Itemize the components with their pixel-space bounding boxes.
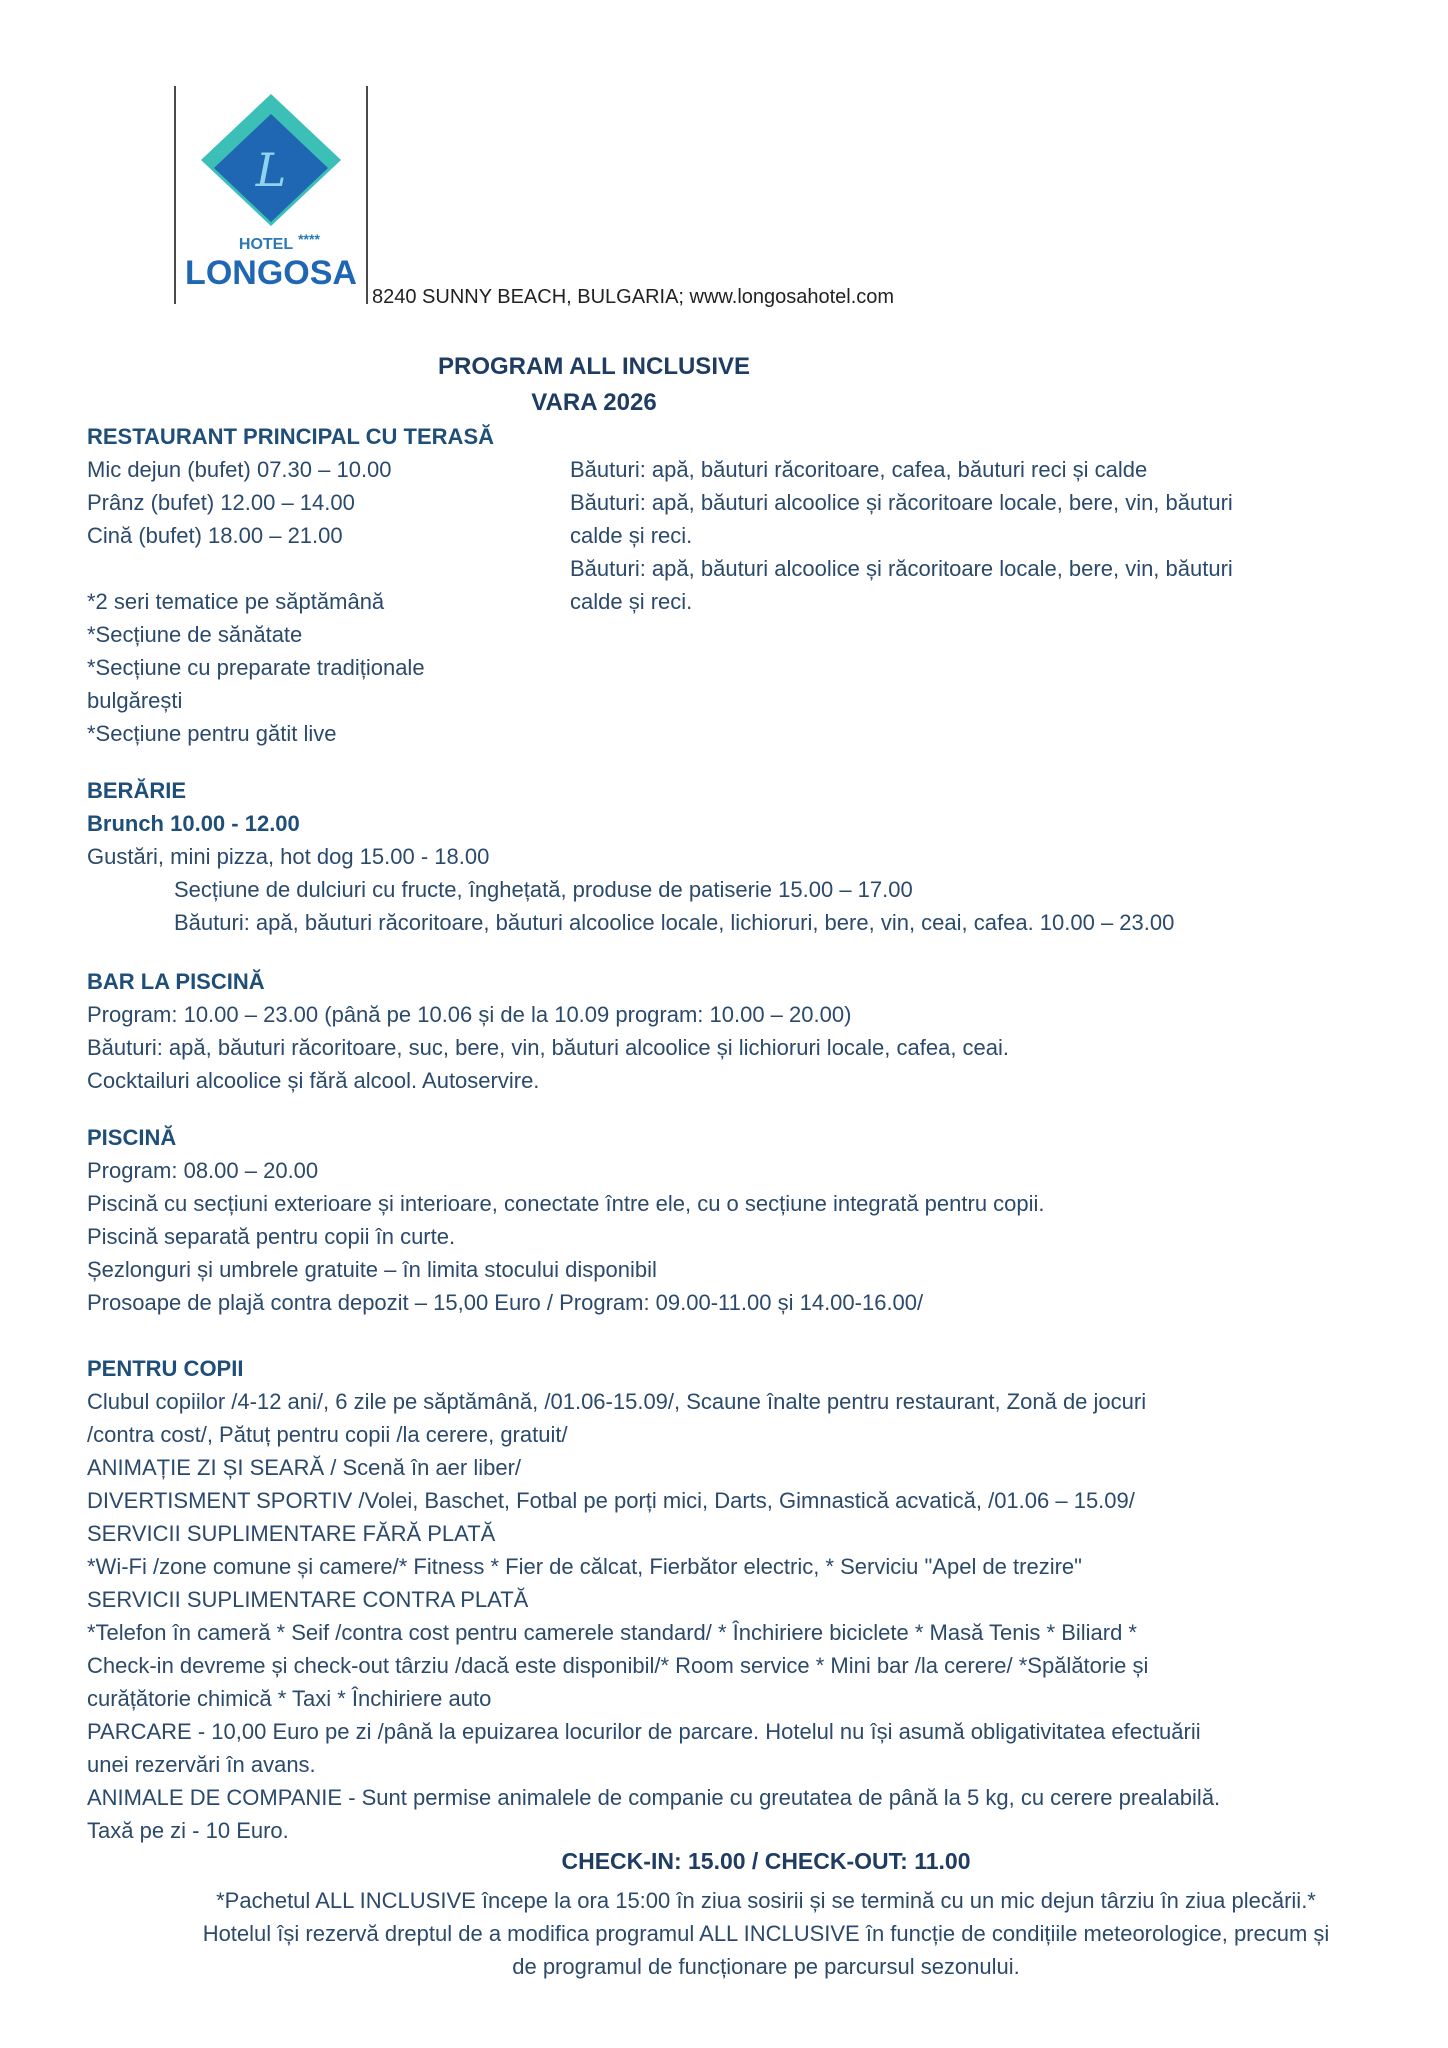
copii-line: PARCARE - 10,00 Euro pe zi /până la epuizarea locurilor de parcare. Hotelul nu își asumă obligativitatea efectuării: [87, 1719, 1201, 1744]
logo-stars: ****: [298, 231, 320, 247]
restaurant-right-line: calde și reci.: [570, 589, 693, 614]
restaurant-right-line: calde și reci.: [570, 523, 693, 548]
piscina-line: Șezlonguri și umbrele gratuite – în limita stocului disponibil: [87, 1257, 657, 1282]
restaurant-right-line: Băuturi: apă, băuturi alcoolice și răcoritoare locale, bere, vin, băuturi: [570, 490, 1233, 515]
copii-line: Clubul copiilor /4-12 ani/, 6 zile pe săptămână, /01.06-15.09/, Scaune înalte pentru restaurant, Zonă de jocuri: [87, 1389, 1147, 1414]
bar-line: Băuturi: apă, băuturi răcoritoare, suc, bere, vin, băuturi alcoolice și lichioruri locale, cafea, ceai.: [87, 1035, 1010, 1060]
bar-line: Cocktailuri alcoolice și fără alcool. Autoservire.: [87, 1068, 540, 1093]
copii-line: unei rezervări în avans.: [87, 1752, 316, 1777]
checkin-checkout: CHECK-IN: 15.00 / CHECK-OUT: 11.00: [561, 1848, 971, 1874]
section-heading-piscina: PISCINĂ: [87, 1125, 177, 1150]
copii-line: SERVICII SUPLIMENTARE CONTRA PLATĂ: [87, 1587, 529, 1612]
restaurant-left-line: *Secțiune pentru gătit live: [87, 721, 337, 746]
section-heading-berarie: BERĂRIE: [87, 778, 187, 803]
logo-diamond-icon: [176, 86, 366, 304]
restaurant-left-line: *Secțiune cu preparate tradiționale: [87, 655, 425, 680]
page-subtitle: VARA 2026: [531, 389, 657, 416]
restaurant-right-line: Băuturi: apă, băuturi alcoolice și răcoritoare locale, bere, vin, băuturi: [570, 556, 1233, 581]
section-heading-copii: PENTRU COPII: [87, 1356, 244, 1381]
bar-line: Program: 10.00 – 23.00 (până pe 10.06 și de la 10.09 program: 10.00 – 20.00): [87, 1002, 852, 1027]
restaurant-left-line: *Secțiune de sănătate: [87, 622, 303, 647]
restaurant-right-line: Băuturi: apă, băuturi răcoritoare, cafea, băuturi reci și calde: [570, 457, 1148, 482]
logo-monogram: L: [255, 143, 287, 197]
restaurant-left-line: Mic dejun (bufet) 07.30 – 10.00: [87, 457, 392, 482]
copii-line: DIVERTISMENT SPORTIV /Volei, Baschet, Fotbal pe porți mici, Darts, Gimnastică acvatică, /01.06 – 15.09/: [87, 1488, 1135, 1513]
logo-name: LONGOSA: [185, 254, 357, 292]
restaurant-left-line: Prânz (bufet) 12.00 – 14.00: [87, 490, 355, 515]
hotel-logo: [174, 86, 368, 304]
piscina-line: Program: 08.00 – 20.00: [87, 1158, 319, 1183]
copii-line: Taxă pe zi - 10 Euro.: [87, 1818, 289, 1843]
berarie-brunch: Brunch 10.00 - 12.00: [87, 811, 300, 836]
berarie-line: Băuturi: apă, băuturi răcoritoare, băuturi alcoolice locale, lichioruri, bere, vin, ceai, cafea. 10.00 – 23.00: [174, 910, 1175, 935]
header-address: 8240 SUNNY BEACH, BULGARIA; www.longosahotel.com: [372, 286, 895, 308]
restaurant-left-line: bulgărești: [87, 688, 183, 713]
restaurant-left-line: Cină (bufet) 18.00 – 21.00: [87, 523, 343, 548]
piscina-line: Prosoape de plajă contra depozit – 15,00 Euro / Program: 09.00-11.00 și 14.00-16.00/: [87, 1290, 924, 1315]
page-title: PROGRAM ALL INCLUSIVE: [437, 353, 750, 380]
berarie-line: Secțiune de dulciuri cu fructe, înghețată, produse de patiserie 15.00 – 17.00: [174, 877, 913, 902]
restaurant-left-line: *2 seri tematice pe săptămână: [87, 589, 385, 614]
logo-hotel-word: HOTEL: [238, 236, 294, 253]
piscina-line: Piscină separată pentru copii în curte.: [87, 1224, 456, 1249]
copii-line: Check-in devreme și check-out târziu /dacă este disponibil/* Room service * Mini bar /la cerere/ *Spălătorie și: [87, 1653, 1149, 1678]
copii-line: /contra cost/, Pătuț pentru copii /la cerere, gratuit/: [87, 1422, 568, 1447]
footnote: *Pachetul ALL INCLUSIVE începe la ora 15:00 în ziua sosirii și se termină cu un mic dejun târziu în ziua plecării.* Hotelul își rezervă dreptul de a modifica programul ALL INCLUSIVE în funcție de condițiile meteorologice, precum și de programul de funcționare pe parcursul sezonului.: [202, 1888, 1330, 1979]
copii-line: curățătorie chimică * Taxi * Închiriere auto: [87, 1686, 492, 1711]
copii-line: ANIMAȚIE ZI ȘI SEARĂ / Scenă în aer liber/: [87, 1455, 522, 1480]
section-heading-bar: BAR LA PISCINĂ: [87, 969, 265, 994]
copii-line: ANIMALE DE COMPANIE - Sunt permise animalele de companie cu greutatea de până la 5 kg, cu cerere prealabilă.: [87, 1785, 1221, 1810]
copii-line: *Wi-Fi /zone comune și camere/* Fitness * Fier de călcat, Fierbător electric, * Serviciu "Apel de trezire": [87, 1554, 1082, 1579]
berarie-line: Gustări, mini pizza, hot dog 15.00 - 18.00: [87, 844, 490, 869]
section-heading-restaurant: RESTAURANT PRINCIPAL CU TERASĂ: [87, 424, 495, 449]
piscina-line: Piscină cu secțiuni exterioare și interioare, conectate între ele, cu o secțiune integrată pentru copii.: [87, 1191, 1045, 1216]
copii-line: SERVICII SUPLIMENTARE FĂRĂ PLATĂ: [87, 1521, 496, 1546]
copii-line: *Telefon în cameră * Seif /contra cost pentru camerele standard/ * Închiriere biciclete * Masă Tenis * Biliard *: [87, 1620, 1137, 1645]
